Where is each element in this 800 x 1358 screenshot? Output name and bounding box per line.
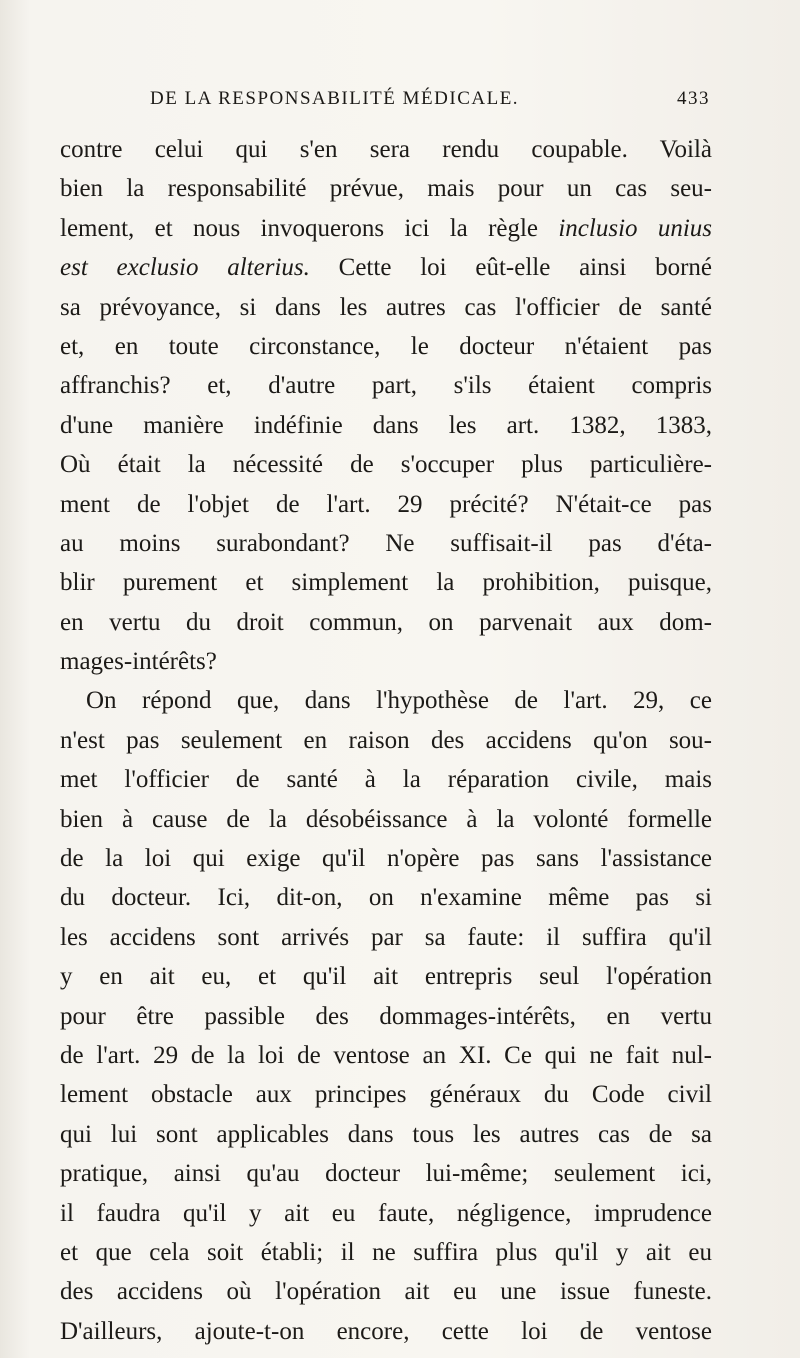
text-line: les accidens sont arrivés par sa faute: il suffira qu'il	[60, 923, 712, 951]
text-line: au moins surabondant? Ne suffisait-il pas d'éta-	[60, 529, 712, 557]
text-line: de l'art. 29 de la loi de ventose an XI. Ce qui ne fait nul-	[60, 1041, 712, 1069]
page-header	[150, 88, 710, 110]
text-line: mages-intérêts?	[60, 648, 217, 676]
text-line: pour être passible des dommages-intérêts, en vertu	[60, 1002, 712, 1030]
text-line: sa prévoyance, si dans les autres cas l'officier de santé	[60, 293, 712, 321]
text-line: de la loi qui exige qu'il n'opère pas sans l'assistance	[60, 845, 712, 873]
latin-phrase: inclusio unius	[558, 214, 713, 242]
text-line: ment de l'objet de l'art. 29 précité? N'était-ce pas	[60, 490, 712, 518]
text-line: en vertu du droit commun, on parvenait aux dom-	[60, 608, 712, 636]
text-segment: Cette loi eût-elle ainsi borné	[338, 254, 712, 282]
text-line: d'une manière indéfinie dans les art. 1382, 1383,	[60, 411, 712, 439]
text-line: On répond que, dans l'hypothèse de l'art. 29, ce	[86, 687, 712, 715]
text-line: Où était la nécessité de s'occuper plus particulière-	[60, 451, 712, 479]
text-line: affranchis? et, d'autre part, s'ils étaient compris	[60, 372, 712, 400]
text-line: n'est pas seulement en raison des accidens qu'on sou-	[60, 726, 712, 754]
text-line: bien la responsabilité prévue, mais pour un cas seu-	[60, 175, 712, 203]
text-line: pratique, ainsi qu'au docteur lui-même; seulement ici,	[60, 1160, 712, 1188]
text-segment: lement, et nous invoquerons ici la règle	[60, 214, 539, 242]
running-title: DE LA RESPONSABILITÉ MÉDICALE.	[150, 88, 520, 109]
latin-phrase: est exclusio alterius.	[60, 254, 310, 282]
paragraph-1	[60, 130, 712, 681]
body-text	[60, 130, 712, 1351]
text-line: lement obstacle aux principes généraux du Code civil	[60, 1081, 712, 1109]
text-line: met l'officier de santé à la réparation civile, mais	[60, 766, 712, 794]
text-line: et, en toute circonstance, le docteur n'étaient pas	[60, 332, 712, 360]
text-line: il faudra qu'il y ait eu faute, négligence, imprudence	[60, 1199, 712, 1227]
text-line: bien à cause de la désobéissance à la volonté formelle	[60, 805, 712, 833]
text-line: des accidens où l'opération ait eu une issue funeste.	[60, 1278, 712, 1306]
text-line: du docteur. Ici, dit-on, on n'examine même pas si	[60, 884, 712, 912]
text-line: blir purement et simplement la prohibition, puisque,	[60, 569, 712, 597]
text-line: y en ait eu, et qu'il ait entrepris seul l'opération	[60, 963, 712, 991]
paragraph-2	[60, 681, 712, 1351]
text-line	[60, 248, 712, 287]
text-line: contre celui qui s'en sera rendu coupable. Voilà	[60, 136, 712, 163]
text-line	[60, 209, 712, 248]
page-number: 433	[677, 88, 710, 109]
text-line: D'ailleurs, ajoute-t-on encore, cette loi de ventose	[60, 1317, 712, 1345]
text-line: et que cela soit établi; il ne suffira plus qu'il y ait eu	[60, 1238, 712, 1266]
text-line: qui lui sont applicables dans tous les autres cas de sa	[60, 1120, 712, 1148]
